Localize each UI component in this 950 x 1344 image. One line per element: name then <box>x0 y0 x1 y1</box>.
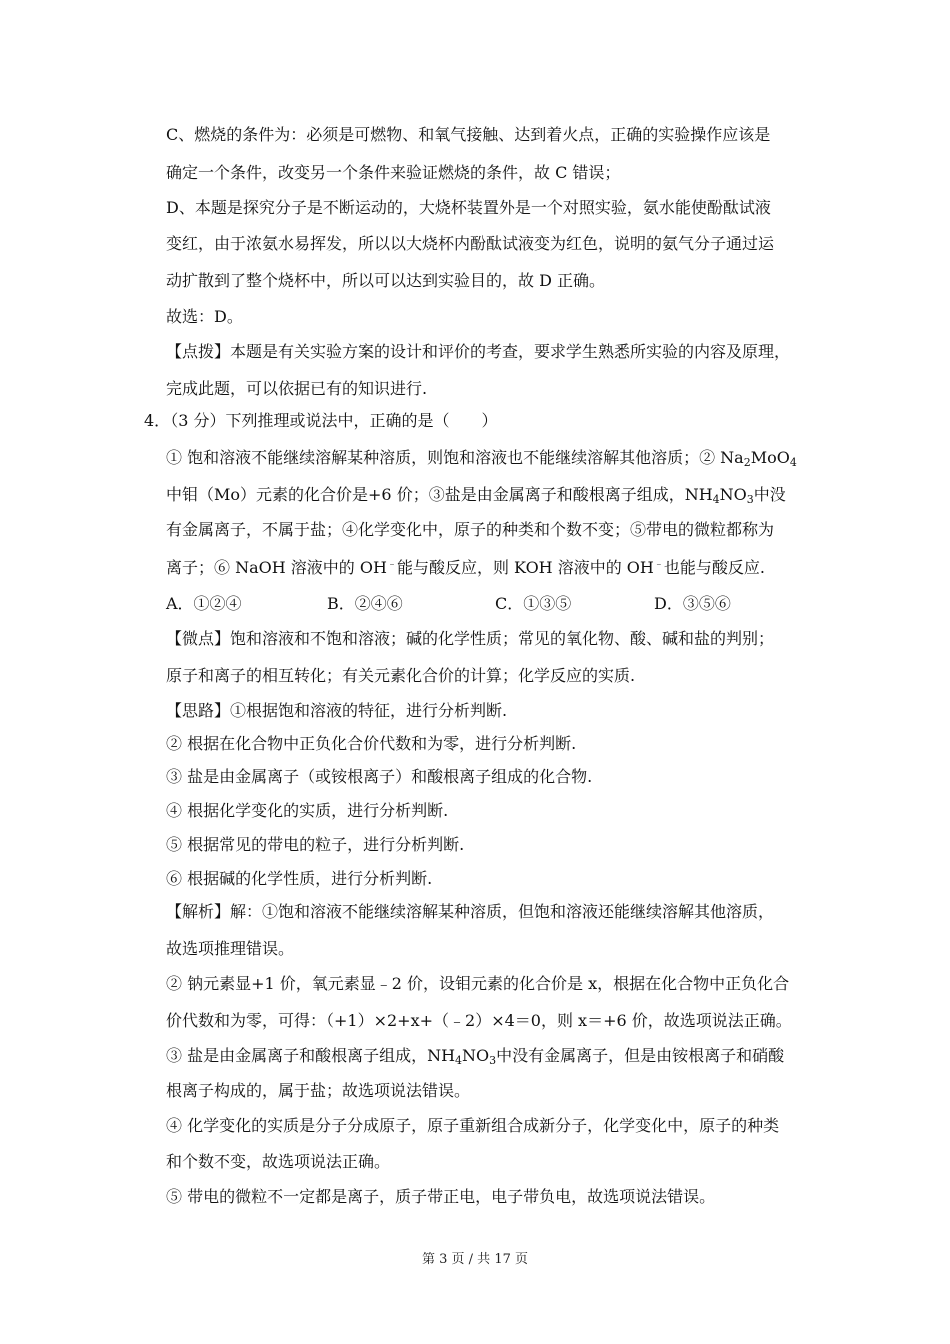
statement-line-1: ① 饱和溶液不能继续溶解某种溶质，则饱和溶液也不能继续溶解其他溶质；② $Na_2MoO_4$ <box>166 448 797 469</box>
solution-line-7: ④ 化学变化的实质是分子分成原子，原子重新组合成新分子，化学变化中，原子的种类 <box>166 1116 780 1135</box>
question-text: （3 分）下列推理或说法中，正确的是（ ） <box>170 411 498 430</box>
answer-choice: 故选：D。 <box>166 307 243 326</box>
question-number: 4． <box>144 411 171 430</box>
option-d[interactable]: D．③⑤⑥ <box>654 594 731 613</box>
solution-line-3: ② 钠元素显+1 价，氧元素显﹣2 价，设钼元素的化合价是 x，根据在化合物中正负化合 <box>166 974 790 993</box>
solution-line-8: 和个数不变，故选项说法正确。 <box>166 1152 391 1171</box>
points-line-2: 原子和离子的相互转化；有关元素化合价的计算；化学反应的实质. <box>166 666 636 685</box>
statement-line-2: 中钼（Mo）元素的化合价是+6 价；③盐是由金属离子和酸根离子组成，$NH_4NO_3$中没 <box>166 485 786 506</box>
option-b[interactable]: B．②④⑥ <box>327 594 403 613</box>
tip-line-1: 【点拨】本题是有关实验方案的设计和评价的考查，要求学生熟悉所实验的内容及原理， <box>166 342 791 361</box>
tip-line-2: 完成此题，可以依据已有的知识进行. <box>166 379 428 398</box>
option-a[interactable]: A．①②④ <box>166 594 242 613</box>
solution-line-1: 【解析】解：①饱和溶液不能继续溶解某种溶质，但饱和溶液还能继续溶解其他溶质， <box>166 902 775 921</box>
idea-line-6: ⑥ 根据碱的化学性质，进行分析判断. <box>166 869 433 888</box>
solution-line-4: 价代数和为零，可得：（+1）×2+x+（﹣2）×4＝0，则 x＝+6 价，故选项说法正确。 <box>166 1011 792 1030</box>
points-line-1: 【微点】饱和溶液和不饱和溶液；碱的化学性质；常见的氧化物、酸、碱和盐的判别； <box>166 629 775 648</box>
idea-line-4: ④ 根据化学变化的实质，进行分析判断. <box>166 801 449 820</box>
question-stem <box>144 411 497 431</box>
option-c[interactable]: C．①③⑤ <box>495 594 572 613</box>
solution-line-6: 根离子构成的，属于盐；故选项说法错误。 <box>166 1081 471 1100</box>
answer-line-d3: 动扩散到了整个烧杯中，所以可以达到实验目的，故 D 正确。 <box>166 271 606 290</box>
answer-line-c1: C、燃烧的条件为：必须是可燃物、和氧气接触、达到着火点，正确的实验操作应该是 <box>166 125 771 144</box>
solution-line-2: 故选项推理错误。 <box>166 939 295 958</box>
answer-line-d1: D、本题是探究分子是不断运动的，大烧杯装置外是一个对照实验，氨水能使酚酞试液 <box>166 198 771 217</box>
solution-line-5: ③ 盐是由金属离子和酸根离子组成，$NH_4NO_3$中没有金属离子，但是由铵根离子和硝酸 <box>166 1046 785 1067</box>
solution-line-9: ⑤ 带电的微粒不一定都是离子，质子带正电，电子带负电，故选项说法错误。 <box>166 1187 716 1206</box>
idea-line-1: 【思路】①根据饱和溶液的特征，进行分析判断. <box>166 701 508 720</box>
idea-line-5: ⑤ 根据常见的带电的粒子，进行分析判断. <box>166 835 465 854</box>
statement-line-4: 离子；⑥ NaOH 溶液中的 OH﹣能与酸反应，则 KOH 溶液中的 OH﹣也能与酸反应. <box>166 558 765 577</box>
idea-line-3: ③ 盐是由金属离子（或铵根离子）和酸根离子组成的化合物. <box>166 767 593 786</box>
answer-line-d2: 变红，由于浓氨水易挥发，所以以大烧杯内酚酞试液变为红色，说明的氨气分子通过运 <box>166 234 775 253</box>
answer-line-c2: 确定一个条件，改变另一个条件来验证燃烧的条件，故 C 错误； <box>166 163 621 182</box>
page-footer: 第 3 页 / 共 17 页 <box>422 1252 528 1267</box>
idea-line-2: ② 根据在化合物中正负化合价代数和为零，进行分析判断. <box>166 734 577 753</box>
statement-line-3: 有金属离子，不属于盐；④化学变化中，原子的种类和个数不变；⑤带电的微粒都称为 <box>166 520 775 539</box>
